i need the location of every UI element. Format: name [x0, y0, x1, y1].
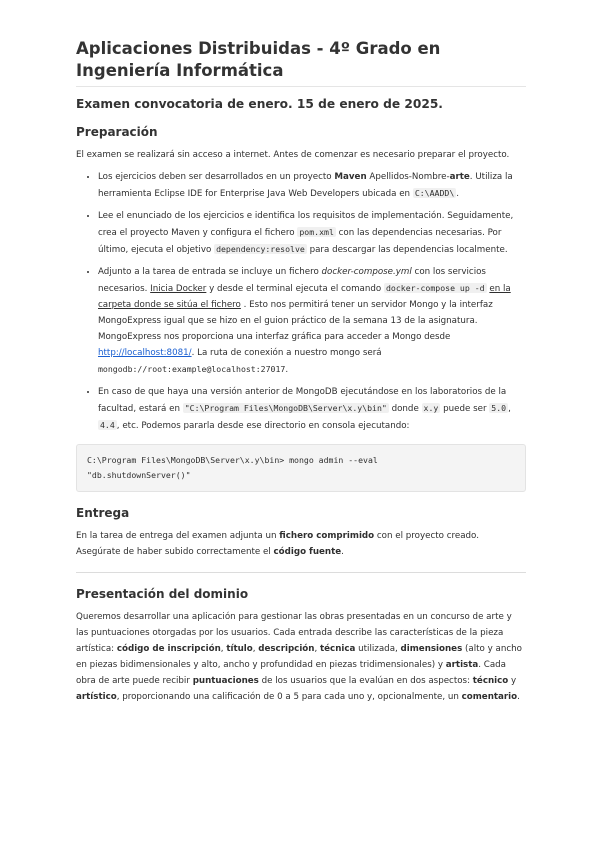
preparacion-heading: Preparación [76, 125, 158, 139]
list-item: • Lee el enunciado de los ejercicios e identifica los requisitos de implementación. Seguidamente, crea el proyecto Maven y configura el fichero pom.xml con las dependencias necesarias. Por último, ejecuta el objetivo dependency:resolve para descargar las dependencias localmente. [98, 208, 526, 258]
inline-code: 5.0 [491, 403, 507, 413]
list-item: • Adjunto a la tarea de entrada se incluye un fichero docker-compose.yml con los servicios necesarios. Inicia Docker y desde el terminal ejecuta el comando docker-compose up -d en la carpeta donde se sitúa el fichero . Esto nos permitirá tener un servidor Mongo y la interfaz MongoExpress igual que se hizo en el guion práctico de la semana 13 de la asignatura. MongoExpress nos proporciona una interfaz gráfica para acceder a Mongo desde http://localhost:8081/. La ruta de conexión a nuestro mongo será mongodb://root:example@localhost:27017. [98, 264, 526, 378]
entrega-text: En la tarea de entrega del examen adjunta un fichero comprimido con el proyecto creado. Asegúrate de haber subido correctamente el código fuente. [76, 531, 479, 557]
connection-string: mongodb://root:example@localhost:27017 [98, 364, 286, 374]
list-item: • Los ejercicios deben ser desarrollados en un proyecto Maven Apellidos-Nombre-arte. Utiliza la herramienta Eclipse IDE for Enterprise Java Web Developers ubicada en C:\AADD\ . [98, 169, 526, 202]
inline-code: x.y [423, 403, 439, 413]
inline-code: docker-compose up -d [385, 283, 485, 293]
code-block: C:\Program Files\MongoDB\Server\x.y\bin> mongo admin --eval "db.shutdownServer()" [76, 444, 526, 492]
document-page [76, 38, 526, 705]
inline-code: "C:\Program Files\MongoDB\Server\x.y\bin" [184, 403, 387, 413]
preparacion-list [76, 169, 526, 434]
list-item: • En caso de que haya una versión anterior de MongoDB ejecutándose en los laboratorios de la facultad, estará en "C:\Program Files\MongoDB\Server\x.y\bin" donde x.y puede ser 5.0 , 4.4 , etc. Podemos pararla desde ese directorio en consola ejecutando: [98, 384, 526, 434]
page-title: Aplicaciones Distribuidas - 4º Grado en Ingeniería Informática [76, 38, 526, 87]
divider [76, 572, 526, 573]
inline-code: pom.xml [299, 227, 334, 237]
inline-code: dependency:resolve [216, 244, 305, 254]
exam-heading: Examen convocatoria de enero. 15 de enero de 2025. [76, 97, 443, 111]
inline-code: 4.4 [100, 420, 115, 430]
dominio-text: Queremos desarrollar una aplicación para gestionar las obras presentadas en un concurso de arte y las puntuaciones otorgadas por los usuarios. Cada entrada describe las características de la pieza artística: código de inscripción, título, descripción, técnica utilizada, dimensiones (alto y ancho en piezas bidimensionales y alto, ancho y profundidad en piezas tridimensionales) y artista. Cada obra de arte puede recibir puntuaciones de los usuarios que la evalúan en dos aspectos: técnico y artístico, proporcionando una calificación de 0 a 5 para cada uno y, opcionalmente, un comentario. [76, 612, 522, 702]
carpeta-link[interactable]: en la carpeta donde se sitúa el fichero [98, 284, 511, 310]
preparacion-intro: El examen se realizará sin acceso a internet. Antes de comenzar es necesario preparar el proyecto. [76, 150, 510, 160]
inicia-docker-link[interactable]: Inicia Docker [150, 284, 207, 294]
localhost-link[interactable]: http://localhost:8081/ [98, 348, 192, 358]
entrega-heading: Entrega [76, 506, 130, 520]
inline-code: C:\AADD\ [414, 188, 455, 198]
dominio-heading: Presentación del dominio [76, 587, 249, 601]
